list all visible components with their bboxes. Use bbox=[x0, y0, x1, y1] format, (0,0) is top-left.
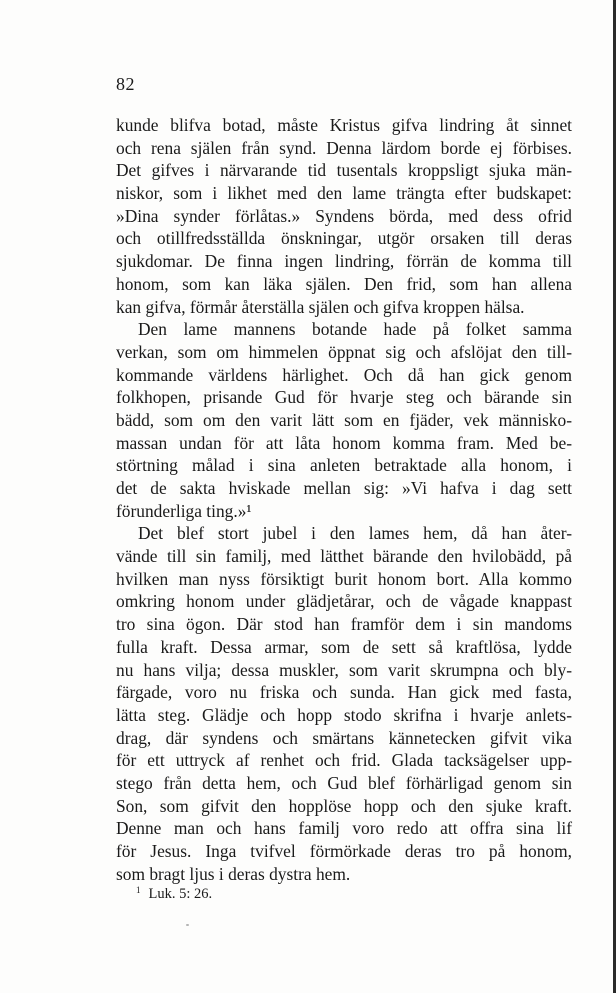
text-line: färgade, voro nu friska och sunda. Han gick med fasta, bbox=[116, 682, 572, 703]
footnote bbox=[136, 880, 212, 904]
text-line: för ett uttryck af renhet och frid. Glada tacksägelser upp- bbox=[116, 750, 572, 771]
text-line: störtning målad i sina anleten betraktade alla honom, i bbox=[116, 455, 572, 476]
text-line: och otillfredsställda önskningar, utgör orsaken till deras bbox=[116, 228, 572, 249]
text-line: kunde blifva botad, måste Kristus gifva lindring åt sinnet bbox=[116, 115, 572, 135]
page-number: 82 bbox=[116, 74, 135, 94]
paragraph-start-line: Den lame mannens botande hade på folket samma bbox=[138, 319, 572, 340]
text-line: kan gifva, förmår återställa själen och gifva kroppen hälsa. bbox=[116, 296, 525, 317]
footnote-marker: 1 bbox=[136, 885, 141, 895]
paragraph-start-line: Det blef stort jubel i den lames hem, då han åter- bbox=[138, 523, 572, 544]
text-line: massan undan för att låta honom komma fram. Med be- bbox=[116, 432, 572, 453]
text-line: stego från detta hem, och Gud blef förhärligad genom sin bbox=[116, 772, 572, 793]
text-line: niskor, som i likhet med den lame trängta efter budskapet: bbox=[116, 183, 572, 204]
text-line: drag, där syndens och smärtans kännetecken gifvit vika bbox=[116, 727, 572, 748]
text-line: omkring honom under glädjetårar, och de vågade knappast bbox=[116, 591, 572, 612]
text-line: Det gifves i närvarande tid tusentals kroppsligt sjuka män- bbox=[116, 160, 572, 181]
text-line: Denne man och hans familj voro redo att offra sina lif bbox=[116, 818, 572, 839]
text-line: för Jesus. Inga tvifvel förmörkade deras tro på honom, bbox=[116, 841, 572, 861]
text-line: förunderliga ting.»¹ bbox=[116, 500, 252, 521]
text-line: lätta steg. Glädje och hopp stodo skrifna i hvarje anlets- bbox=[116, 704, 572, 725]
text-line: verkan, som om himmelen öppnat sig och afslöjat den till- bbox=[116, 341, 572, 362]
text-line: hvilken man nyss försiktigt burit honom bort. Alla kommo bbox=[116, 568, 572, 589]
text-line: fulla kraft. Dessa armar, som de sett så kraftlösa, lydde bbox=[116, 636, 572, 657]
text-line: bädd, som om den varit lätt som en fjäder, vek människo- bbox=[116, 409, 572, 430]
text-line: folkhopen, prisande Gud för hvarje steg och bärande sin bbox=[116, 387, 572, 408]
text-line: sjukdomar. De finna ingen lindring, förrän de komma till bbox=[116, 251, 572, 272]
body-text bbox=[116, 114, 572, 885]
text-line: vände till sin familj, med lätthet bärande den hvilobädd, på bbox=[116, 546, 572, 567]
text-line: det de sakta hviskade mellan sig: »Vi hafva i dag sett bbox=[116, 478, 572, 498]
footnote-text: Luk. 5: 26. bbox=[148, 886, 213, 902]
text-line: Son, som gifvit den hopplöse hopp och den sjuke kraft. bbox=[116, 795, 572, 816]
text-line: »Dina synder förlåtas.» Syndens börda, med dess ofrid bbox=[116, 205, 572, 226]
text-line: nu hans vilja; dessa muskler, som varit skrumpna och bly- bbox=[116, 659, 572, 680]
text-line: tro sina ögon. Där stod han framför dem i sin mandoms bbox=[116, 614, 572, 635]
paper-speck bbox=[186, 924, 189, 926]
text-line: och rena själen från synd. Denna lärdom borde ej förbises. bbox=[116, 137, 572, 158]
text-line: som bragt ljus i deras dystra hem. bbox=[116, 863, 351, 884]
text-line: kommande världens härlighet. Och då han gick genom bbox=[116, 364, 572, 385]
text-line: honom, som kan läka själen. Den frid, som han allena bbox=[116, 273, 572, 294]
